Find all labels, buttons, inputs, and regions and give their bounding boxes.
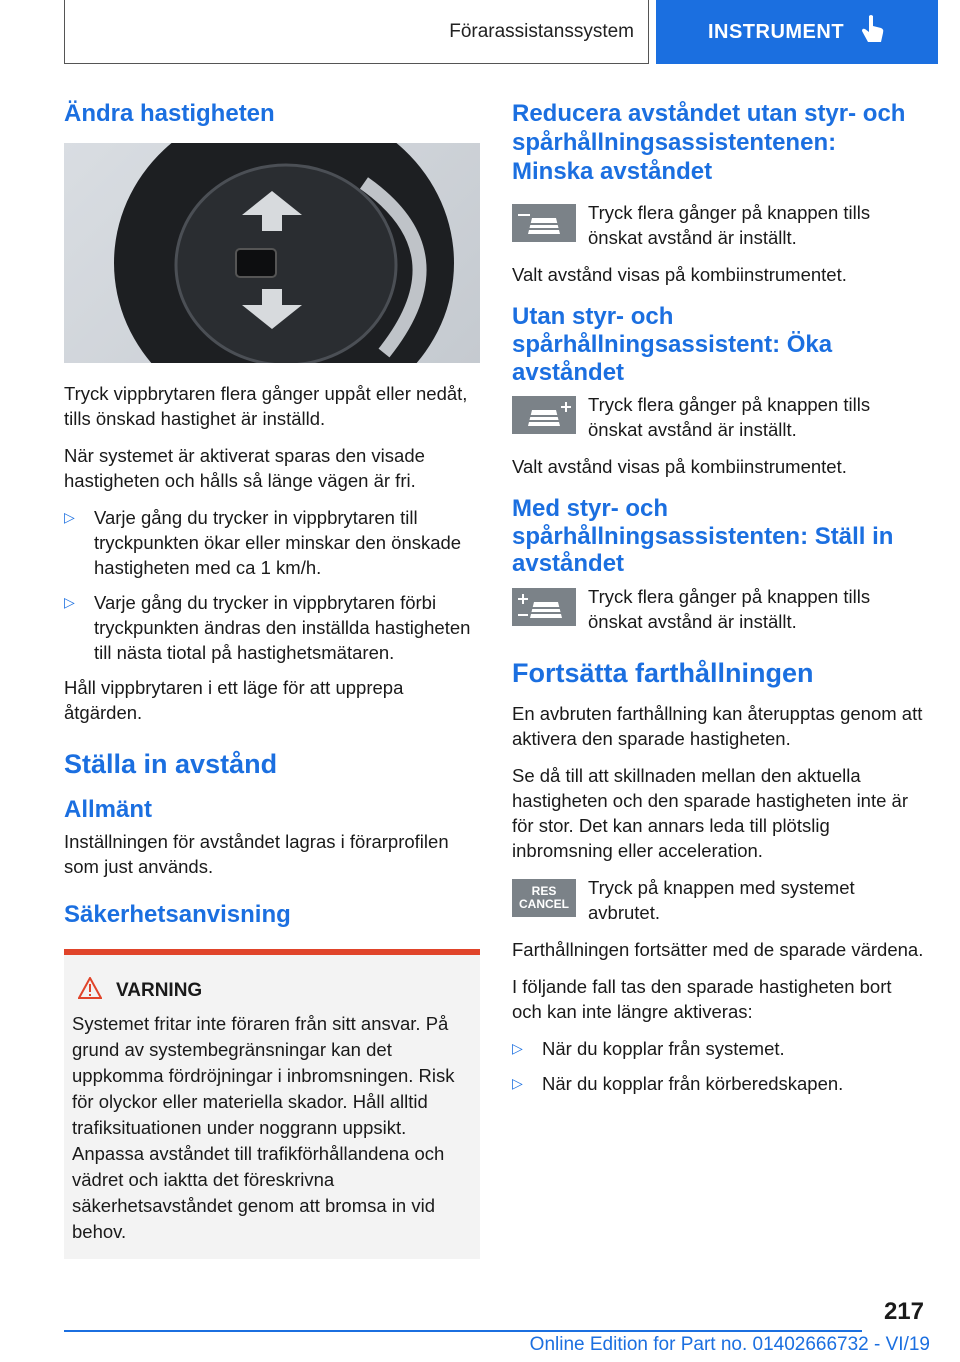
instruction-res-cancel: RES CANCEL Tryck på knappen med systemet avbrutet. [512, 875, 924, 925]
para-speed-saved: När systemet är aktiverat sparas den visade hastigheten och hålls så länge vägen är fri. [64, 444, 425, 491]
instruction-reduce: Tryck flera gånger på knappen tills önskat avstånd är inställt. [512, 200, 924, 250]
page-number: 217 [883, 1298, 924, 1325]
warning-box [64, 949, 480, 1259]
heading-general: Allmänt [64, 795, 153, 823]
para-hold-switch: Håll vippbrytaren i ett läge för att upprepa åtgärden. [64, 676, 404, 723]
right-column [512, 100, 924, 1106]
heading-set-distance-assist: Med styr- och spårhållningsassistenten: Ställ in avståndet [512, 495, 894, 578]
list-item: ▷ Varje gång du trycker in vippbrytaren till tryckpunkten ökar eller minskar den önskade hastigheten med ca 1 km/h. [64, 506, 462, 578]
distance-minus-button-icon [512, 204, 576, 242]
res-cancel-button-icon: RES CANCEL [512, 879, 576, 917]
footer-divider [64, 1330, 862, 1332]
deletion-bullet-list [512, 1036, 924, 1096]
heading-change-speed: Ändra hastigheten [64, 100, 275, 127]
header-section-label: Förarassistanssystem [449, 20, 634, 42]
distance-plus-button-icon [512, 396, 576, 434]
triangle-bullet-icon: ▷ [512, 1039, 523, 1056]
heading-set-distance: Ställa in avstånd [64, 748, 278, 779]
speed-bullet-list [64, 505, 480, 665]
para-profile: Inställningen för avståndet lagras i förarprofilen som just används. [64, 831, 449, 878]
triangle-bullet-icon: ▷ [64, 593, 75, 610]
warning-title: VARNING [72, 977, 472, 1005]
instruction-increase: Tryck flera gånger på knappen tills önskat avstånd är inställt. [512, 392, 924, 442]
steering-switch-photo [64, 143, 480, 363]
para-speed-deleted: I följande fall tas den sparade hastigheten bort och kan inte längre aktiveras: [512, 975, 892, 1022]
distance-plus-minus-button-icon [512, 588, 576, 626]
list-item: ▷ När du kopplar från systemet. [512, 1037, 785, 1059]
para-resume: En avbruten farthållning kan återupptas genom att aktivera den sparade hastigheten. [512, 702, 923, 749]
list-item: ▷ När du kopplar från körberedskapen. [512, 1072, 844, 1094]
heading-reduce-distance: Reducera avståndet utan styr- och spårhållningsassistentenen: Minska avståndet [512, 100, 906, 185]
edition-note: Online Edition for Part no. 01402666732 - VI/19 [529, 1334, 930, 1355]
header-chapter-tab[interactable] [656, 0, 938, 64]
warning-text: Systemet fritar inte föraren från sitt ansvar. På grund av systembegränsningar kan det uppkomma fördröjningar i inbromsningen. Risk för olyckor eller materiella skador. Håll alltid trafiksituationen under noggrann uppsikt. Anpassa avståndet till trafikförhållandena och vädret och iaktta det föreskrivna säkerhetsavståndet genom att bromsa in vid behov. [72, 1012, 455, 1242]
left-column [64, 100, 480, 1259]
header-section [64, 0, 649, 64]
para-difference: Se då till att skillnaden mellan den aktuella hastigheten och den sparade hastigheten inte är för stor. Det kan annars leda till plötslig inbromsning eller acceleration. [512, 764, 908, 861]
para-distance-shown-2: Valt avstånd visas på kombiinstrumentet. [512, 456, 847, 478]
instruction-set-distance: Tryck flera gånger på knappen tills önskat avstånd är inställt. [512, 584, 924, 634]
header-chapter-label: INSTRUMENT [707, 20, 845, 43]
hand-pointer-icon [860, 14, 886, 50]
para-resume-values: Farthållningen fortsätter med de sparade värdena. [512, 938, 924, 960]
triangle-bullet-icon: ▷ [64, 508, 75, 525]
heading-increase-distance: Utan styr- och spårhållningsassistent: Öka avståndet [512, 303, 833, 386]
list-item: ▷ Varje gång du trycker in vippbrytaren förbi tryckpunkten ändras den inställda hastigheten till nästa tiotal på hastighetsmätaren. [64, 591, 471, 663]
para-distance-shown-1: Valt avstånd visas på kombiinstrumentet. [512, 264, 847, 286]
heading-resume-cruise: Fortsätta farthållningen [512, 657, 814, 688]
warning-triangle-icon [78, 977, 102, 1005]
para-rocker-switch: Tryck vippbrytaren flera gånger uppåt eller nedåt, tills önskad hastighet är inställd. [64, 382, 468, 429]
triangle-bullet-icon: ▷ [512, 1074, 523, 1091]
heading-safety: Säkerhetsanvisning [64, 901, 291, 929]
